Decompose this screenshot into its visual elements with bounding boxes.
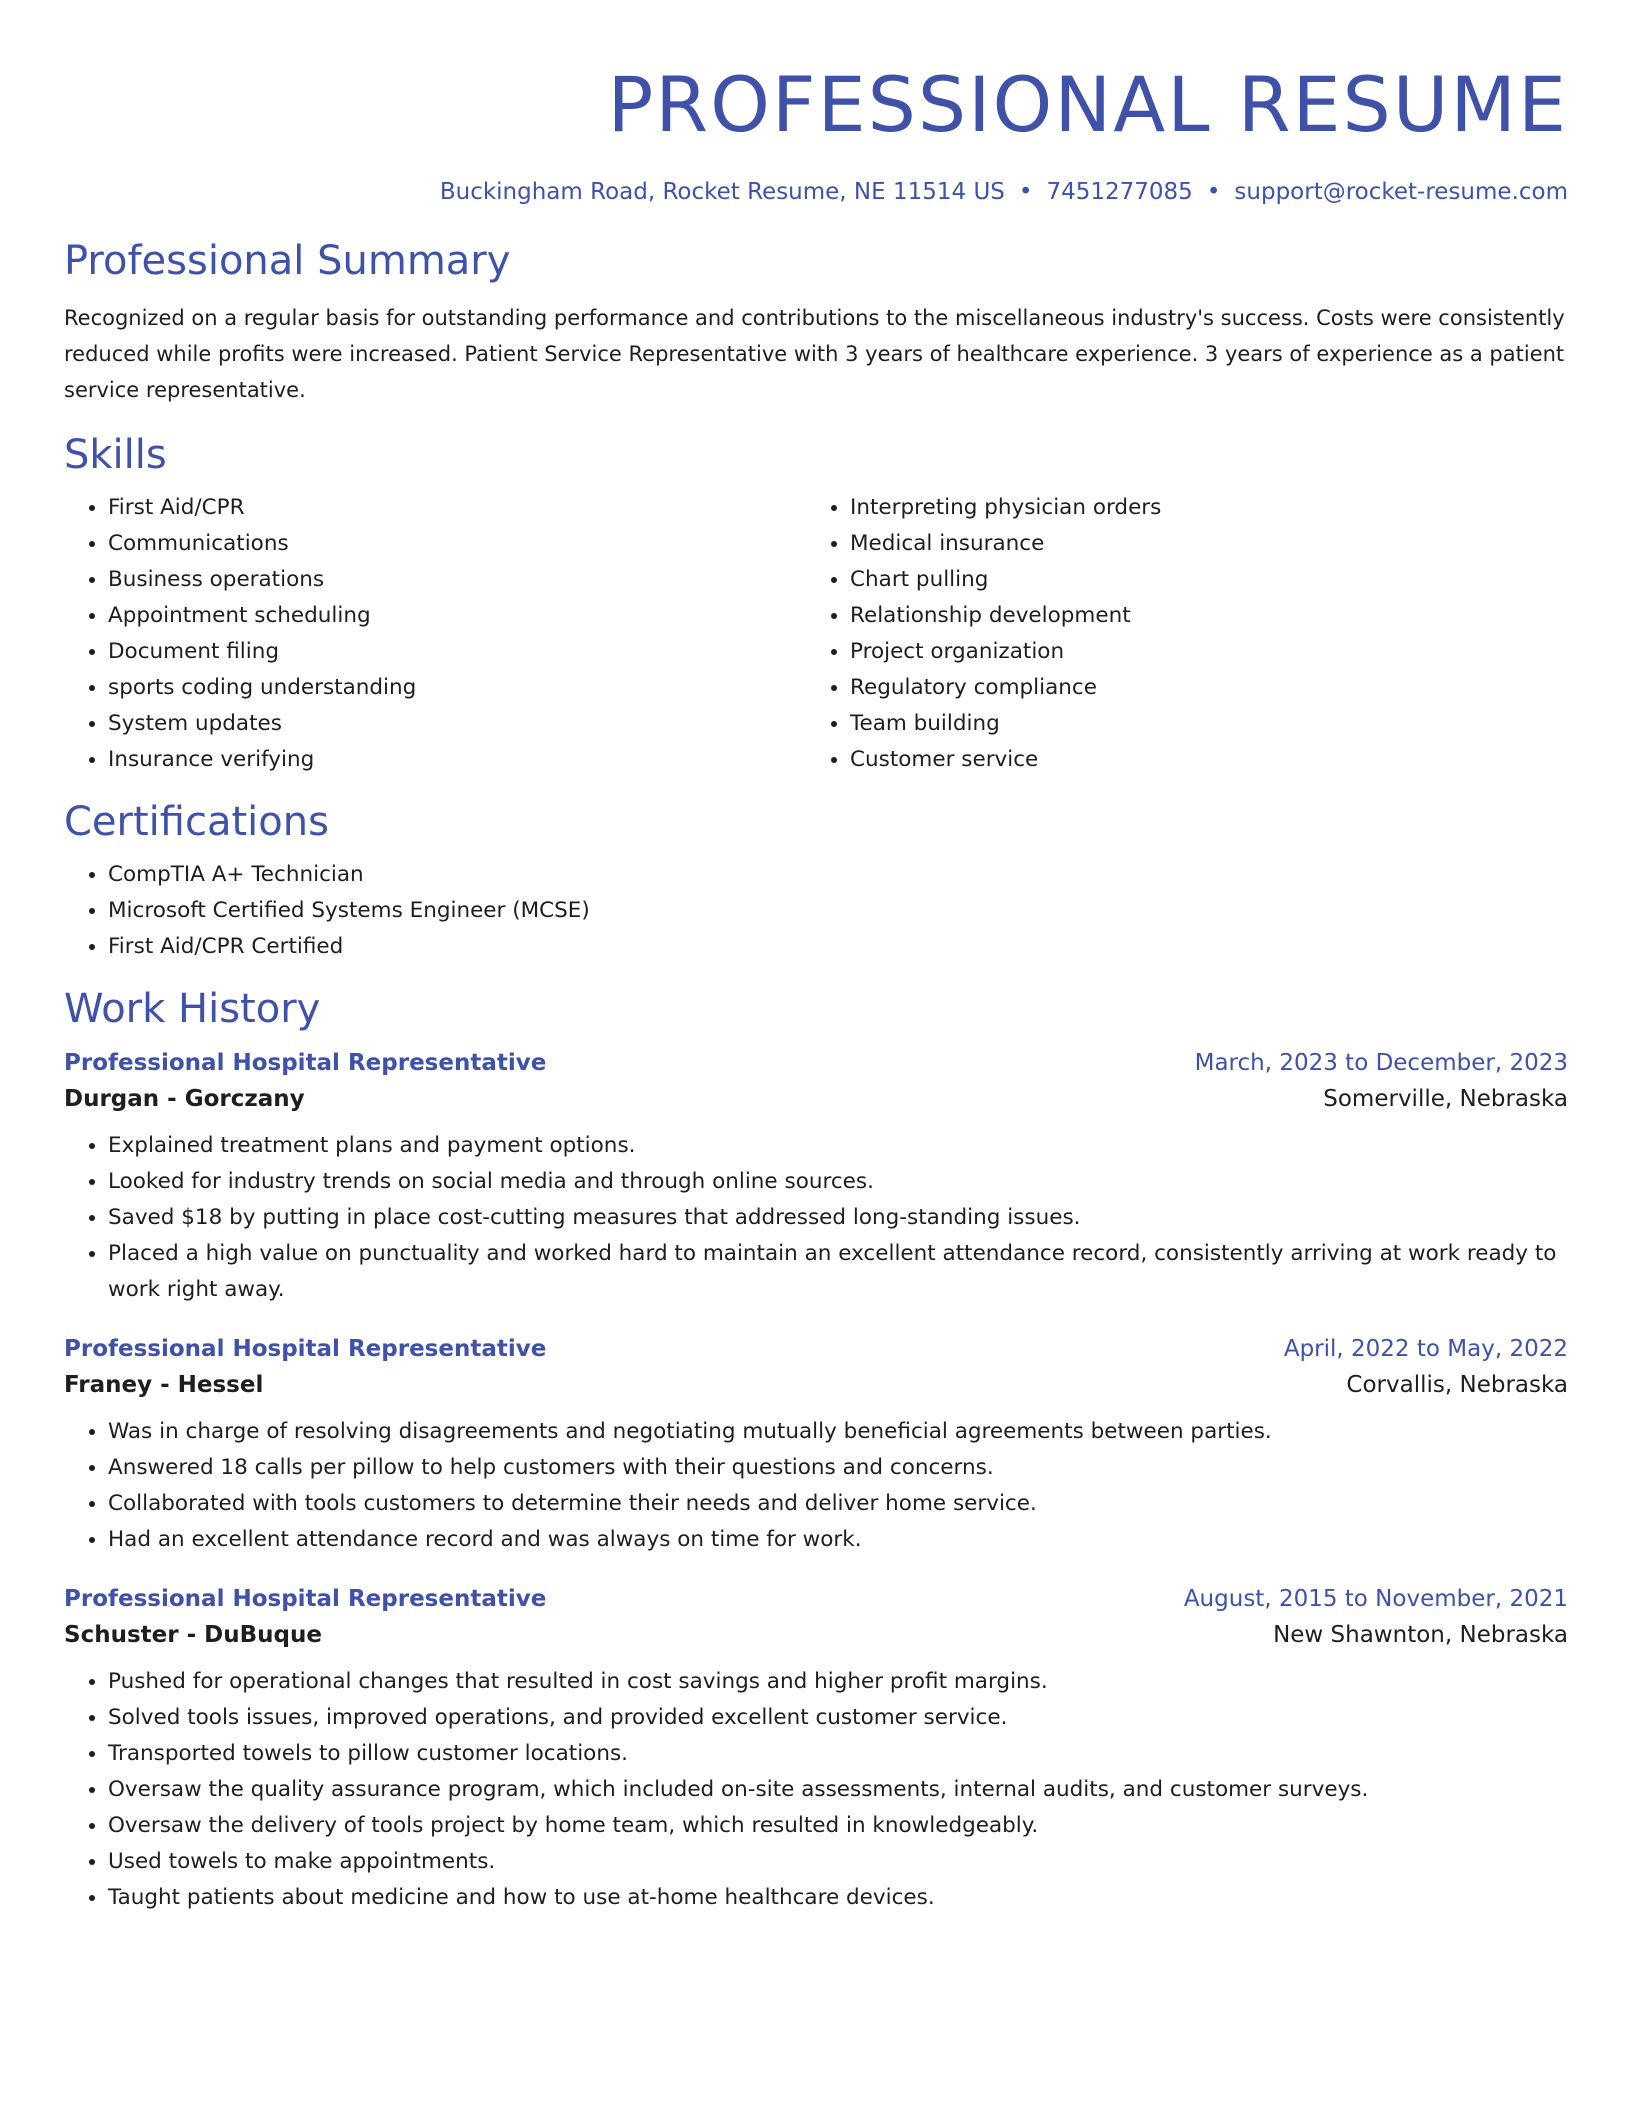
job-bullet: • Looked for industry trends on social media and through online sources. xyxy=(108,1164,1568,1200)
skill-item: • Customer service xyxy=(850,742,1548,778)
skill-item: • Project organization xyxy=(850,634,1548,670)
job-bullet: • Transported towels to pillow customer locations. xyxy=(108,1736,1568,1772)
skill-item: • Document filing xyxy=(108,634,806,670)
skill-item: • Relationship development xyxy=(850,598,1548,634)
skills-column-right xyxy=(806,490,1548,778)
job-bullet: • Explained treatment plans and payment options. xyxy=(108,1128,1568,1164)
job-bullet: • Used towels to make appointments. xyxy=(108,1844,1568,1880)
certification-item: • CompTIA A+ Technician xyxy=(108,857,1568,893)
certifications-list xyxy=(64,857,1568,965)
job-bullet: • Saved $18 by putting in place cost-cutting measures that addressed long-standing issues. xyxy=(108,1200,1568,1236)
job-location: Somerville, Nebraska xyxy=(1323,1086,1568,1112)
job-location: Corvallis, Nebraska xyxy=(1346,1372,1568,1398)
certifications-section xyxy=(64,795,1568,965)
contact-separator: • xyxy=(1018,179,1033,205)
job-dates: August, 2015 to November, 2021 xyxy=(1183,1586,1568,1612)
job-bullet: • Solved tools issues, improved operations, and provided excellent customer service. xyxy=(108,1700,1568,1736)
contact-email[interactable]: support@rocket-resume.com xyxy=(1234,179,1568,205)
job-title: Professional Hospital Representative xyxy=(64,1336,547,1362)
contact-separator: • xyxy=(1206,179,1221,205)
contact-phone: 7451277085 xyxy=(1046,179,1193,205)
skill-item: • Business operations xyxy=(108,562,806,598)
skills-heading: Skills xyxy=(64,432,167,478)
job-entry xyxy=(64,1582,1568,1916)
skill-item: • First Aid/CPR xyxy=(108,490,806,526)
job-header xyxy=(64,1332,1568,1366)
summary-text: Recognized on a regular basis for outstanding performance and contributions to the miscellaneous industry's success. Costs were consistently reduced while profits were increased. Patient Service Representative with 3 years of healthcare experience. 3 years of experience as a patient service representative. xyxy=(64,306,1565,402)
skill-item: • Chart pulling xyxy=(850,562,1548,598)
skills-column-left xyxy=(64,490,806,778)
job-title: Professional Hospital Representative xyxy=(64,1586,547,1612)
skill-item: • sports coding understanding xyxy=(108,670,806,706)
work-history-heading: Work History xyxy=(64,986,321,1032)
job-company: Durgan - Gorczany xyxy=(64,1086,305,1112)
job-subheader xyxy=(64,1616,1568,1654)
job-dates: March, 2023 to December, 2023 xyxy=(1194,1050,1568,1076)
resume-title: PROFESSIONAL RESUME xyxy=(607,60,1568,149)
job-bullet: • Taught patients about medicine and how to use at-home healthcare devices. xyxy=(108,1880,1568,1916)
skill-item: • Appointment scheduling xyxy=(108,598,806,634)
job-title: Professional Hospital Representative xyxy=(64,1050,547,1076)
job-location: New Shawnton, Nebraska xyxy=(1273,1622,1568,1648)
job-company: Franey - Hessel xyxy=(64,1372,264,1398)
skill-item: • Insurance verifying xyxy=(108,742,806,778)
summary-heading: Professional Summary xyxy=(64,238,511,284)
job-subheader xyxy=(64,1366,1568,1404)
summary-section xyxy=(64,234,1568,408)
job-bullet: • Was in charge of resolving disagreements and negotiating mutually beneficial agreements between parties. xyxy=(108,1414,1568,1450)
job-bullet: • Oversaw the delivery of tools project by home team, which resulted in knowledgeably. xyxy=(108,1808,1568,1844)
job-dates: April, 2022 to May, 2022 xyxy=(1283,1336,1568,1362)
skill-item: • Communications xyxy=(108,526,806,562)
job-bullet: • Had an excellent attendance record and was always on time for work. xyxy=(108,1522,1568,1558)
job-subheader xyxy=(64,1080,1568,1118)
job-header xyxy=(64,1046,1568,1080)
skill-item: • Medical insurance xyxy=(850,526,1548,562)
job-header xyxy=(64,1582,1568,1616)
skills-grid xyxy=(64,490,1568,778)
job-bullets xyxy=(64,1128,1568,1308)
job-bullets xyxy=(64,1664,1568,1916)
job-bullets xyxy=(64,1414,1568,1558)
contact-address: Buckingham Road, Rocket Resume, NE 11514 US xyxy=(439,179,1005,205)
job-bullet: • Oversaw the quality assurance program, which included on-site assessments, internal audits, and customer surveys. xyxy=(108,1772,1568,1808)
resume-page xyxy=(64,0,1568,1916)
job-entry xyxy=(64,1046,1568,1308)
certification-item: • First Aid/CPR Certified xyxy=(108,929,1568,965)
contact-line xyxy=(64,177,1568,207)
skill-item: • Team building xyxy=(850,706,1548,742)
skills-section xyxy=(64,428,1568,778)
job-bullet: • Collaborated with tools customers to determine their needs and deliver home service. xyxy=(108,1486,1568,1522)
skill-item: • System updates xyxy=(108,706,806,742)
skill-item: • Regulatory compliance xyxy=(850,670,1548,706)
work-history-section xyxy=(64,982,1568,1916)
certifications-heading: Certifications xyxy=(64,799,329,845)
job-entry xyxy=(64,1332,1568,1558)
job-company: Schuster - DuBuque xyxy=(64,1622,322,1648)
job-bullet: • Placed a high value on punctuality and worked hard to maintain an excellent attendance record, consistently arriving at work ready to work right away. xyxy=(108,1236,1568,1308)
certification-item: • Microsoft Certified Systems Engineer (MCSE) xyxy=(108,893,1568,929)
skill-item: • Interpreting physician orders xyxy=(850,490,1548,526)
job-bullet: • Pushed for operational changes that resulted in cost savings and higher profit margins. xyxy=(108,1664,1568,1700)
job-bullet: • Answered 18 calls per pillow to help customers with their questions and concerns. xyxy=(108,1450,1568,1486)
